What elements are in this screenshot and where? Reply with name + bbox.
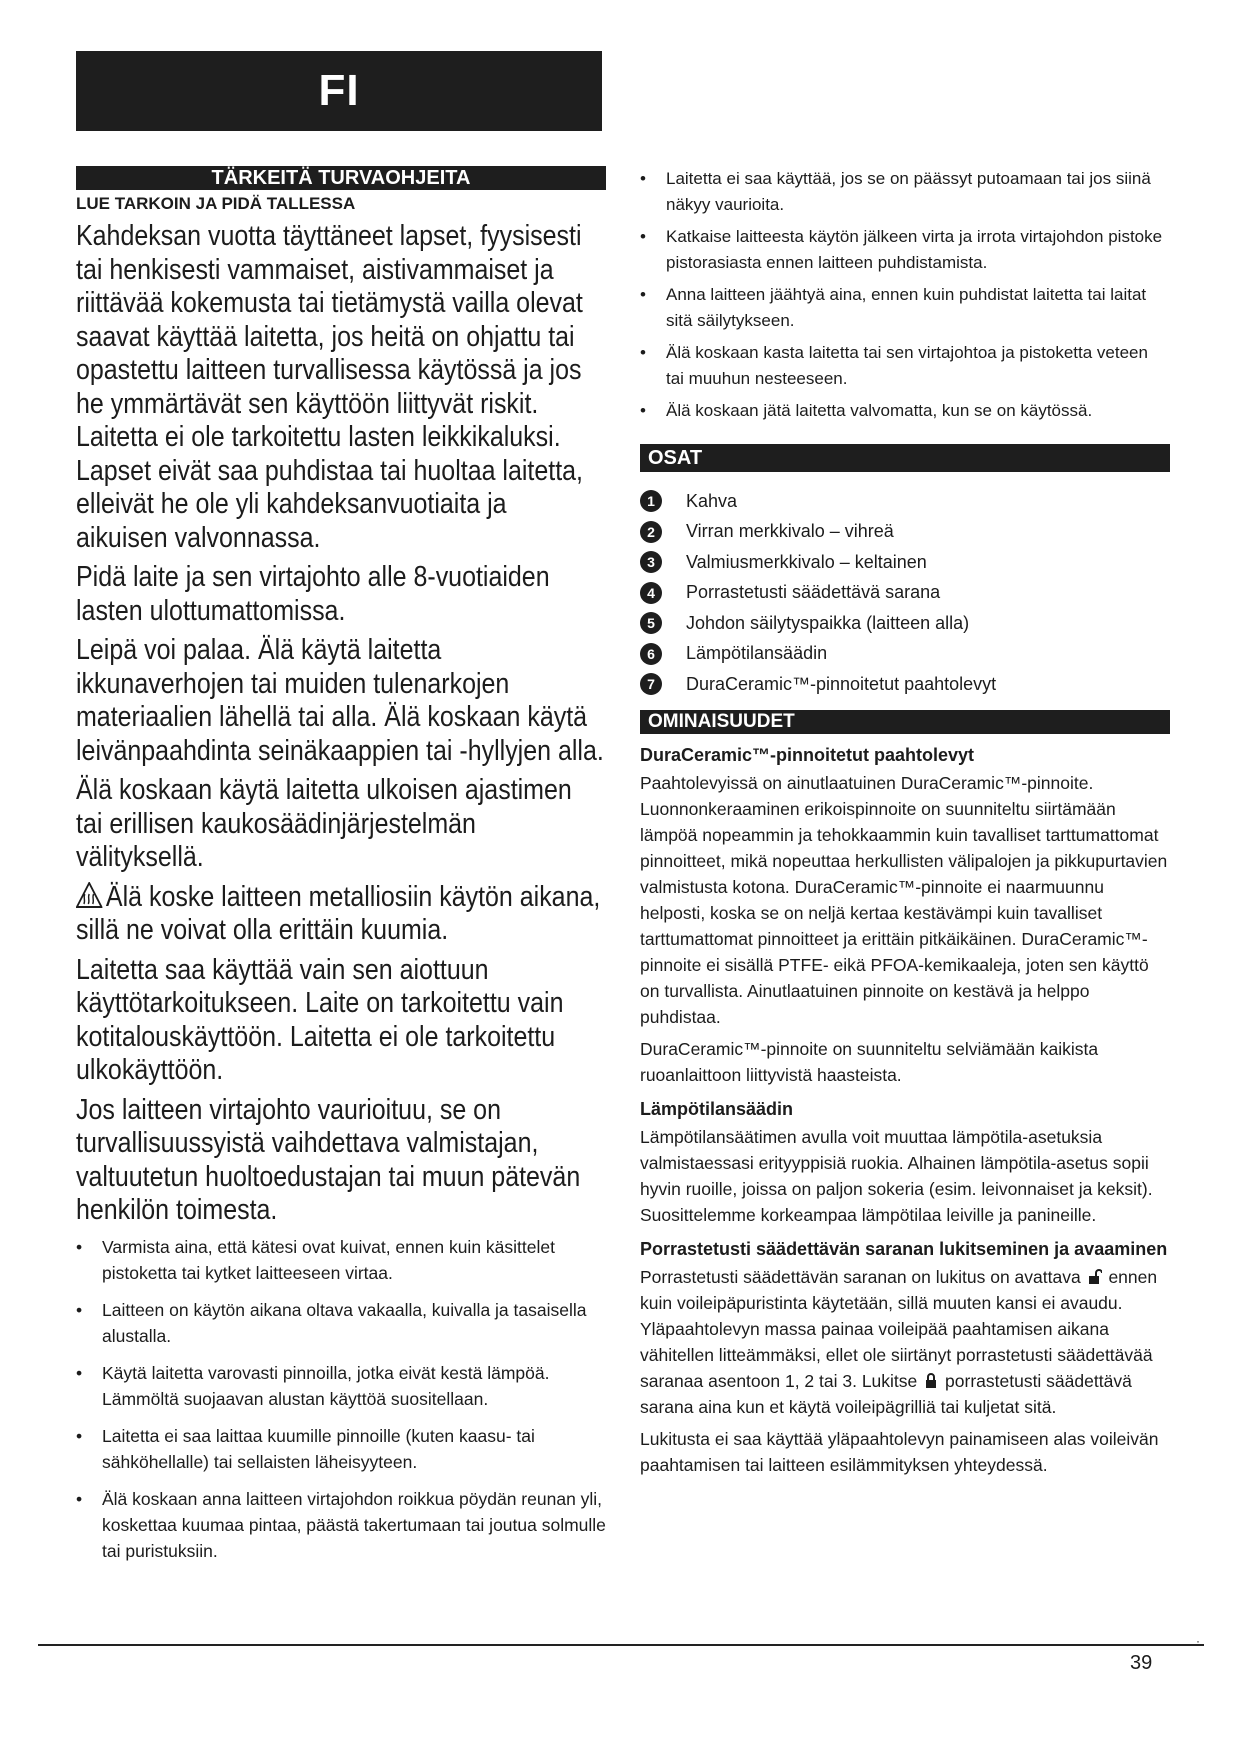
warning-paragraph: Kahdeksan vuotta täyttäneet lapset, fyysisesti tai henkisesti vammaiset, aistivammaiset ja riittävää kokemusta tai tietämystä vailla olevat saavat käyttää laitetta, jos heitä on ohjattu tai opastettu laitteen turvallisessa käytössä ja jos he ymmärtävät sen käyttöön liittyvät riskit. Laitetta ei ole tarkoitettu lasten leikkikaluksi. Lapset eivät saa puhdistaa tai huoltaa laitetta, elleivät he ole yli kahdeksanvuotiaita ja aikuisen valvonnassa. [76, 220, 583, 554]
part-item [640, 578, 1170, 609]
hinge-text-2: Lukitusta ei saa käyttää yläpaahtolevyn painamiseen alas voileivän paahtamisen tai laitteen esilämmityksen yhteydessä. [640, 1428, 1159, 1475]
left-bullet-list [76, 1234, 606, 1564]
duraceramic-body: Luonnonkeraaminen erikoispinnoite on suunniteltu siirtämään lämpöä nopeammin ja tehokkaammin kuin tavalliset tarttumattomat pinnoitteet, mikä nopeuttaa herkullisten välipalojen ja pikkupurtavien valmistusta kotona. DuraCeramic™-pinnoite ei naarmuunnu helposti, koska se on neljä kertaa kestävämpi kuin tavalliset tarttumattomat pinnoitteet ja erittäin pitkäikäinen. DuraCeramic™-pinnoite ei sisällä PTFE- eikä PFOA-kemikaaleja, joten sen käyttö on turvallista. Ainutlaatuinen pinnoite on kestävä ja helppo puhdistaa. [640, 798, 1168, 1027]
temperature-heading: Lämpötilansäädin [640, 1098, 794, 1119]
list-item: • Katkaise laitteesta käytön jälkeen virta ja irrota virtajohdon pistoke pistorasiasta ennen laitteen puhdistamista. [640, 224, 1170, 276]
left-column [76, 166, 606, 1575]
parts-header: OSAT [640, 444, 1170, 472]
safety-header: TÄRKEITÄ TURVAOHJEITA [76, 166, 606, 190]
unlock-icon [1088, 1269, 1102, 1285]
list-item: • Laitetta ei saa käyttää, jos se on päässyt putoamaan tai jos siinä näkyy vaurioita. [640, 166, 1170, 218]
right-bullet-list [640, 166, 1170, 424]
list-item: • Älä koskaan anna laitteen virtajohdon roikkua pöydän reunan yli, koskettaa kuumaa pintaa, päästä takertumaan tai joutua solmulle tai puristuksiin. [76, 1486, 606, 1564]
hot-surface-text: Älä koske laitteen metalliosiin käytön aikana, sillä ne voivat olla erittäin kuumia. [76, 880, 601, 946]
hinge-text-a: Porrastetusti säädettävän saranan on lukitus on avattava [640, 1266, 1081, 1287]
part-number-badge: 4 [640, 582, 662, 604]
part-number-badge: 1 [640, 490, 662, 512]
safety-warnings [76, 220, 606, 1228]
page-number: 39 [1130, 1652, 1153, 1674]
part-label: DuraCeramic™-pinnoitetut paahtolevyt [686, 673, 997, 694]
language-code: FI [318, 66, 360, 115]
part-number-badge: 7 [640, 673, 662, 695]
part-label: Johdon säilytyspaikka (laitteen alla) [686, 612, 970, 633]
warning-paragraph: Leipä voi palaa. Älä käytä laitetta ikkunaverhojen tai muiden tulenarkojen materiaalien lähellä tai alla. Älä koskaan käytä leivänpaahdinta seinäkaappien tai -hyllyjen alla. [76, 634, 604, 767]
part-item [640, 669, 1170, 700]
hinge-text [640, 1264, 1170, 1420]
features-header: OMINAISUUDET [640, 710, 1170, 734]
duraceramic-text [640, 770, 1170, 1030]
warning-paragraph: Älä koskaan käytä laitetta ulkoisen ajastimen tai erillisen kaukosäädinjärjestelmän välityksellä. [76, 774, 572, 873]
part-number-badge: 6 [640, 643, 662, 665]
duraceramic-lead: Paahtolevyissä on ainutlaatuinen DuraCeramic™-pinnoite. [640, 772, 1094, 793]
safety-subheader: LUE TARKOIN JA PIDÄ TALLESSA [76, 194, 356, 213]
lock-icon [924, 1373, 938, 1389]
part-item [640, 547, 1170, 578]
warning-paragraph-hot [76, 881, 604, 948]
footer-dot: · [1196, 1634, 1200, 1648]
list-item: • Käytä laitetta varovasti pinnoilla, jotka eivät kestä lämpöä. Lämmöltä suojaavan alustan käyttöä suositellaan. [76, 1360, 606, 1412]
part-number-badge: 5 [640, 612, 662, 634]
hinge-text-b: ennen kuin voileipäpuristinta käytetään, sillä muuten kansi ei avaudu. Yläpaahtolevyn massa painaa voileipää paahtamisen aikana vähitellen litteämmäksi, ellet ole siirtänyt porrastetusti säädettävää saranaa asentoon 1, 2 tai 3. Lukitse [640, 1266, 1158, 1391]
list-item: • Älä koskaan jätä laitetta valvomatta, kun se on käytössä. [640, 398, 1170, 424]
part-item [640, 608, 1170, 639]
duraceramic-text-2: DuraCeramic™-pinnoite on suunniteltu selviämään kaikista ruoanlaittoon liittyvistä haasteista. [640, 1038, 1099, 1085]
list-item: • Anna laitteen jäähtyä aina, ennen kuin puhdistat laitetta tai laitat sitä säilytykseen. [640, 282, 1170, 334]
list-item: • Laitetta ei saa laittaa kuumille pinnoille (kuten kaasu- tai sähköhellalle) tai sellaisten läheisyyteen. [76, 1423, 606, 1475]
part-number-badge: 3 [640, 551, 662, 573]
parts-list [640, 486, 1170, 700]
warning-paragraph: Jos laitteen virtajohto vaurioituu, se on turvallisuussyistä vaihdettava valmistajan, valtuutetun huoltoedustajan tai muun pätevän henkilön toimesta. [76, 1093, 581, 1226]
list-item: • Älä koskaan kasta laitetta tai sen virtajohtoa ja pistoketta veteen tai muuhun nesteeseen. [640, 340, 1170, 392]
part-item [640, 517, 1170, 548]
part-item [640, 639, 1170, 670]
footer-rule [38, 1644, 1204, 1646]
part-number-badge: 2 [640, 521, 662, 543]
hinge-text-c: porrastetusti säädettävä sarana aina kun et käytä voileipägrilliä tai kuljetat sitä. [640, 1370, 1132, 1417]
warning-paragraph: Laitetta saa käyttää vain sen aiottuun käyttötarkoitukseen. Laite on tarkoitettu vain kotitalouskäyttöön. Laitetta ei ole tarkoitettu ulkokäyttöön. [76, 953, 564, 1086]
hinge-heading: Porrastetusti säädettävän saranan lukitseminen ja avaaminen [640, 1238, 1168, 1259]
list-item: • Laitteen on käytön aikana oltava vakaalla, kuivalla ja tasaisella alustalla. [76, 1297, 606, 1349]
part-label: Valmiusmerkkivalo – keltainen [686, 551, 927, 572]
right-column [640, 166, 1170, 1484]
temperature-text: Lämpötilansäätimen avulla voit muuttaa lämpötila-asetuksia valmistaessasi erityyppisiä ruokia. Alhainen lämpötila-asetus sopii hyvin ruoille, joissa on paljon sokeria (esim. leivonnaiset ja keksit). Suosittelemme korkeampaa lämpötilaa leiville ja panineille. [640, 1126, 1153, 1225]
part-label: Porrastetusti säädettävä sarana [686, 582, 941, 603]
warning-paragraph: Pidä laite ja sen virtajohto alle 8-vuotiaiden lasten ulottumattomissa. [76, 561, 550, 627]
part-label: Lämpötilansäädin [686, 643, 828, 664]
language-tab [76, 51, 602, 131]
hot-surface-warning-icon [76, 882, 102, 908]
list-item: • Varmista aina, että kätesi ovat kuivat, ennen kuin käsittelet pistoketta tai kytket laitteeseen virtaa. [76, 1234, 606, 1286]
part-label: Virran merkkivalo – vihreä [686, 521, 894, 542]
part-item [640, 486, 1170, 517]
part-label: Kahva [686, 490, 738, 511]
duraceramic-heading: DuraCeramic™-pinnoitetut paahtolevyt [640, 744, 975, 765]
